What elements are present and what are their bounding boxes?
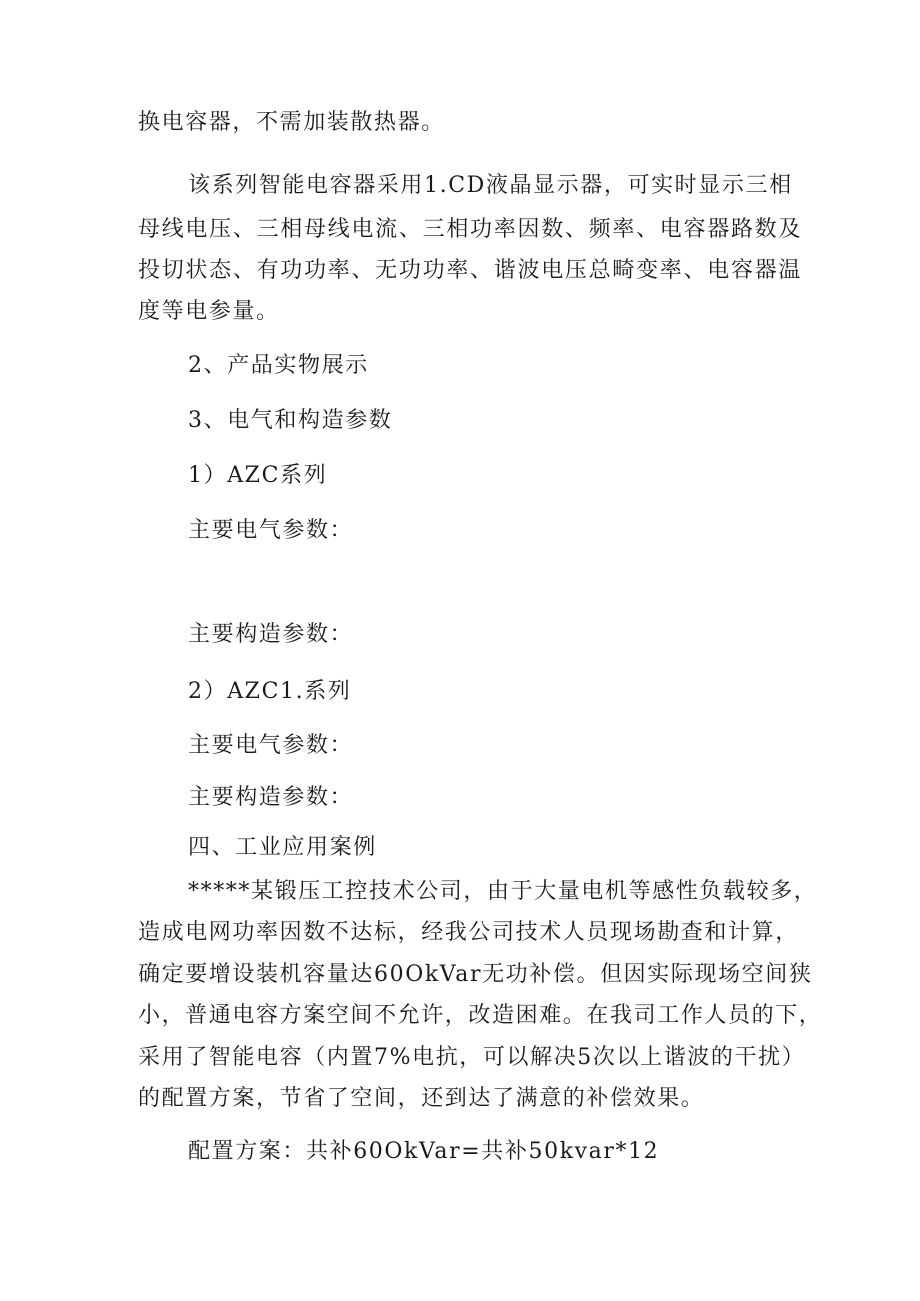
subsection-heading: 2）AZC1.系列 <box>188 679 352 704</box>
paragraph-line: 母线电压、三相母线电流、三相功率因数、频率、电容器路数及 <box>138 217 802 242</box>
paragraph-line: 度等电参量。 <box>138 299 280 324</box>
paragraph-line: 投切状态、有功功率、无功功率、谐波电压总畸变率、电容器温 <box>138 258 802 283</box>
paragraph-line: 的配置方案，节省了空间，还到达了满意的补偿效果。 <box>138 1086 705 1111</box>
paragraph-line: 该系列智能电容器采用1.CD液晶显示器，可实时显示三相 <box>188 173 793 198</box>
parameter-label: 主要构造参数： <box>188 785 354 810</box>
section-heading: 2、产品实物展示 <box>188 353 369 378</box>
section-heading: 四、工业应用案例 <box>188 835 377 860</box>
paragraph-line: *****某锻压工控技术公司，由于大量电机等感性负载较多， <box>188 879 818 904</box>
parameter-label: 主要构造参数： <box>188 622 354 647</box>
subsection-heading: 1）AZC系列 <box>188 463 328 488</box>
paragraph-line: 确定要增设装机容量达60OkVar无功补偿。但因实际现场空间狭 <box>138 962 813 987</box>
paragraph-line: 小，普通电容方案空间不允许，改造困难。在我司工作人员的下， <box>138 1003 823 1028</box>
paragraph-line: 造成电网功率因数不达标，经我公司技术人员现场勘查和计算， <box>138 920 799 945</box>
paragraph-line: 配置方案：共补60OkVar=共补50kvar*12 <box>188 1139 660 1164</box>
parameter-label: 主要电气参数： <box>188 733 354 758</box>
paragraph-line: 采用了智能电容（内置7%电抗，可以解决5次以上谐波的干扰） <box>138 1045 806 1070</box>
parameter-label: 主要电气参数： <box>188 518 354 543</box>
paragraph-line: 换电容器，不需加装散热器。 <box>138 110 445 135</box>
section-heading: 3、电气和构造参数 <box>188 408 393 433</box>
